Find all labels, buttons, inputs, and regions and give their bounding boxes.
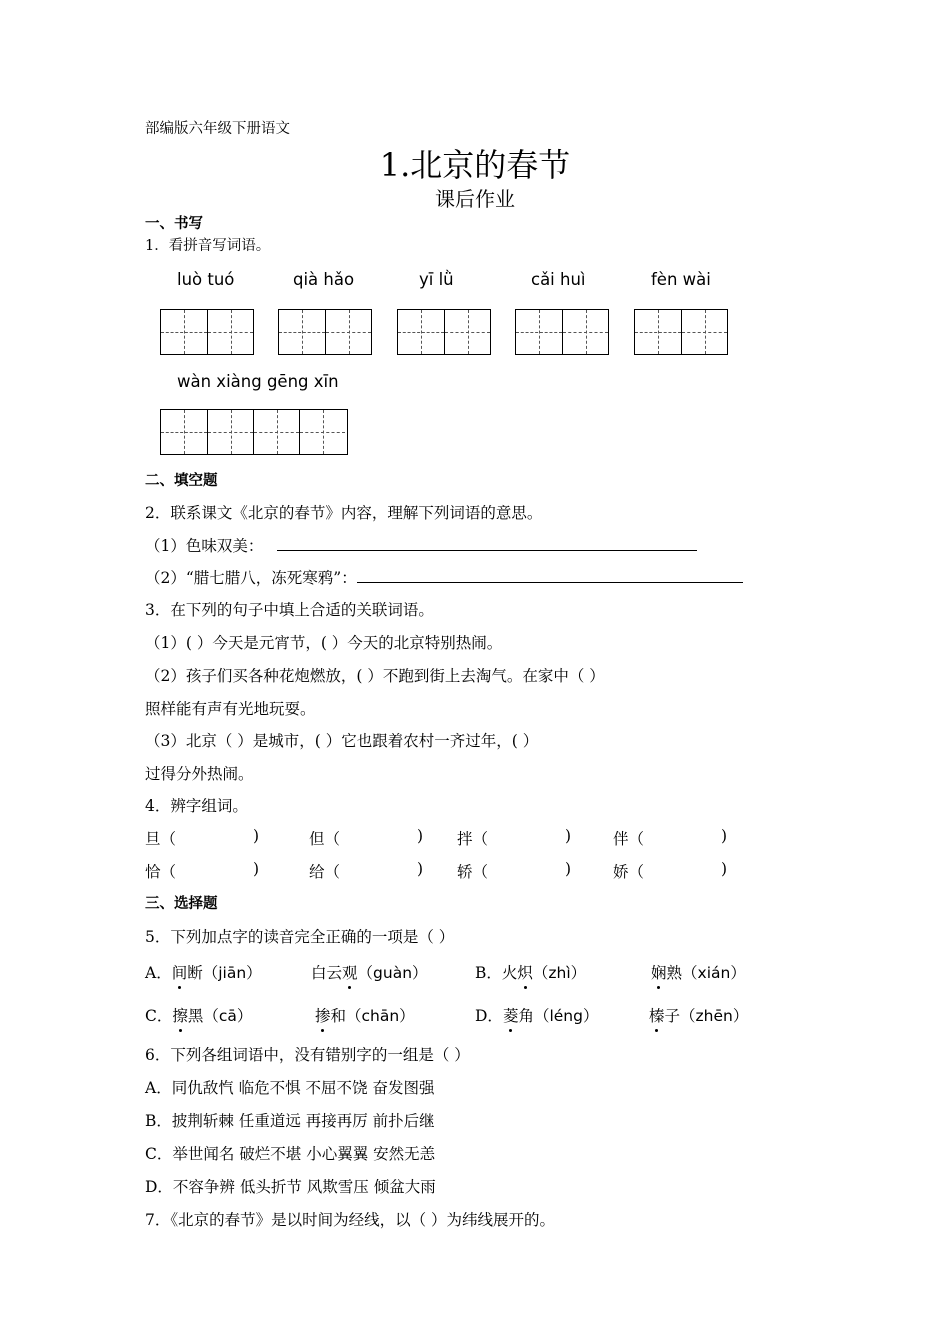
pinyin-4: cǎi huì — [531, 270, 586, 289]
q5-option-d-part1 — [475, 1004, 598, 1026]
q5-option-a-dotted-1: 间 — [172, 961, 188, 983]
page-title: 1.北京的春节 — [379, 146, 571, 184]
q5-option-a-text-1: 断（jiān） — [187, 964, 262, 982]
section-heading-writing: 一、书写 — [145, 215, 203, 232]
q4-close-2: ) — [417, 827, 424, 845]
q4-close-1: ) — [253, 827, 260, 845]
q5-option-b-text-2: 熟（xián） — [666, 964, 746, 982]
q5-option-c-dotted-1: 擦 — [172, 1004, 188, 1026]
writing-grid-1[interactable] — [160, 309, 254, 355]
q5-option-b-dotted-2: 娴 — [651, 961, 667, 983]
q5-option-c-text-1: 黑（cā） — [187, 1007, 253, 1025]
section-heading-choice: 三、选择题 — [145, 895, 218, 912]
series-label: 部编版六年级下册语文 — [145, 121, 290, 137]
answer-blank-2-2[interactable] — [357, 568, 743, 583]
q5-option-c-label: C． — [145, 1007, 173, 1025]
q5-option-d-text-1: 角（léng） — [518, 1007, 599, 1025]
q4-item-4: 伴（ — [613, 830, 645, 848]
q4-item-2: 但（ — [309, 830, 341, 848]
q5-option-b-text-1: （zhì） — [532, 964, 587, 982]
q5-option-b-part2 — [651, 961, 746, 983]
writing-grid-5[interactable] — [634, 309, 728, 355]
q5-option-c-text-2: 和（chān） — [330, 1007, 415, 1025]
q6-option-c: C．举世闻名 破烂不堪 小心翼翼 安然无恙 — [145, 1145, 436, 1163]
q4-item-1: 旦（ — [145, 830, 177, 848]
q5-option-b-label: B．火 — [475, 964, 518, 982]
q6-option-b: B．披荆斩棘 任重道远 再接再厉 前扑后继 — [145, 1112, 435, 1130]
question-7: 7．《北京的春节》是以时间为经线，以（ ）为纬线展开的。 — [145, 1211, 556, 1229]
q4-close-3: ) — [565, 827, 572, 845]
answer-blank-2-1[interactable] — [277, 536, 697, 551]
question-3-2b: 照样能有声有光地玩耍。 — [145, 700, 316, 718]
question-3-3b: 过得分外热闹。 — [145, 765, 254, 783]
question-2: 2．联系课文《北京的春节》内容，理解下列词语的意思。 — [145, 504, 543, 522]
q5-option-d-part2 — [649, 1004, 748, 1026]
question-2-2 — [145, 566, 743, 588]
pinyin-1: luò tuó — [177, 270, 235, 289]
q4-item-5: 恰（ — [145, 863, 177, 881]
question-1: 1．看拼音写词语。 — [145, 238, 271, 254]
writing-grid-4[interactable] — [515, 309, 609, 355]
q4-item-7: 轿（ — [457, 863, 489, 881]
question-3-2a: （2）孩子们买各种花炮燃放，( ）不跑到街上去淘气。在家中（ ） — [145, 667, 605, 685]
q5-option-a-part2 — [311, 961, 428, 983]
question-3-1: （1）( ）今天是元宵节，( ）今天的北京特别热闹。 — [145, 634, 503, 652]
q5-option-d-text-2: 子（zhēn） — [664, 1007, 749, 1025]
q4-item-8: 娇（ — [613, 863, 645, 881]
q5-option-a-dotted-2: 观 — [342, 961, 358, 983]
writing-grid-2[interactable] — [278, 309, 372, 355]
q5-option-d-label: D． — [475, 1007, 503, 1025]
question-4: 4．辨字组词。 — [145, 797, 248, 815]
question-3: 3．在下列的句子中填上合适的关联词语。 — [145, 601, 434, 619]
q5-option-a-label: A． — [145, 964, 172, 982]
pinyin-3: yī lǜ — [419, 270, 454, 289]
page-subtitle: 课后作业 — [435, 187, 515, 211]
question-2-2-label: （2）“腊七腊八，冻死寒鸦”： — [145, 569, 357, 587]
q5-option-b-dotted-1: 炽 — [517, 961, 533, 983]
q6-option-a: A．同仇敌忾 临危不惧 不屈不饶 奋发图强 — [145, 1079, 435, 1097]
writing-grid-3[interactable] — [397, 309, 491, 355]
q5-option-a-text-2: 白云 — [311, 964, 343, 982]
writing-grid-6[interactable] — [160, 409, 348, 455]
q5-option-c-part2 — [315, 1004, 415, 1026]
q4-close-4: ) — [721, 827, 728, 845]
section-heading-fill: 二、填空题 — [145, 472, 218, 489]
q5-option-c-dotted-2: 掺 — [315, 1004, 331, 1026]
q5-option-c-part1 — [145, 1004, 252, 1026]
q4-close-5: ) — [253, 860, 260, 878]
pinyin-5: fèn wài — [651, 270, 711, 289]
question-2-1-label: （1）色味双美： — [145, 537, 264, 555]
q4-item-3: 拌（ — [457, 830, 489, 848]
q5-option-d-dotted-1: 菱 — [503, 1004, 519, 1026]
q4-close-7: ) — [565, 860, 572, 878]
q5-option-b-part1 — [475, 961, 586, 983]
question-2-1 — [145, 534, 697, 556]
q4-close-8: ) — [721, 860, 728, 878]
pinyin-2: qià hǎo — [293, 270, 355, 289]
q4-item-6: 给（ — [309, 863, 341, 881]
q5-option-a-part1 — [145, 961, 262, 983]
question-3-3a: （3）北京（ ）是城市，( ）它也跟着农村一齐过年，( ） — [145, 732, 539, 750]
q6-option-d: D．不容争辨 低头折节 风欺雪压 倾盆大雨 — [145, 1178, 436, 1196]
pinyin-6: wàn xiàng gēng xīn — [177, 372, 339, 391]
q4-close-6: ) — [417, 860, 424, 878]
q5-option-d-dotted-2: 榛 — [649, 1004, 665, 1026]
q5-option-a-text-3: （guàn） — [357, 964, 428, 982]
question-5: 5．下列加点字的读音完全正确的一项是（ ） — [145, 928, 455, 946]
question-6: 6．下列各组词语中，没有错别字的一组是（ ） — [145, 1046, 470, 1064]
